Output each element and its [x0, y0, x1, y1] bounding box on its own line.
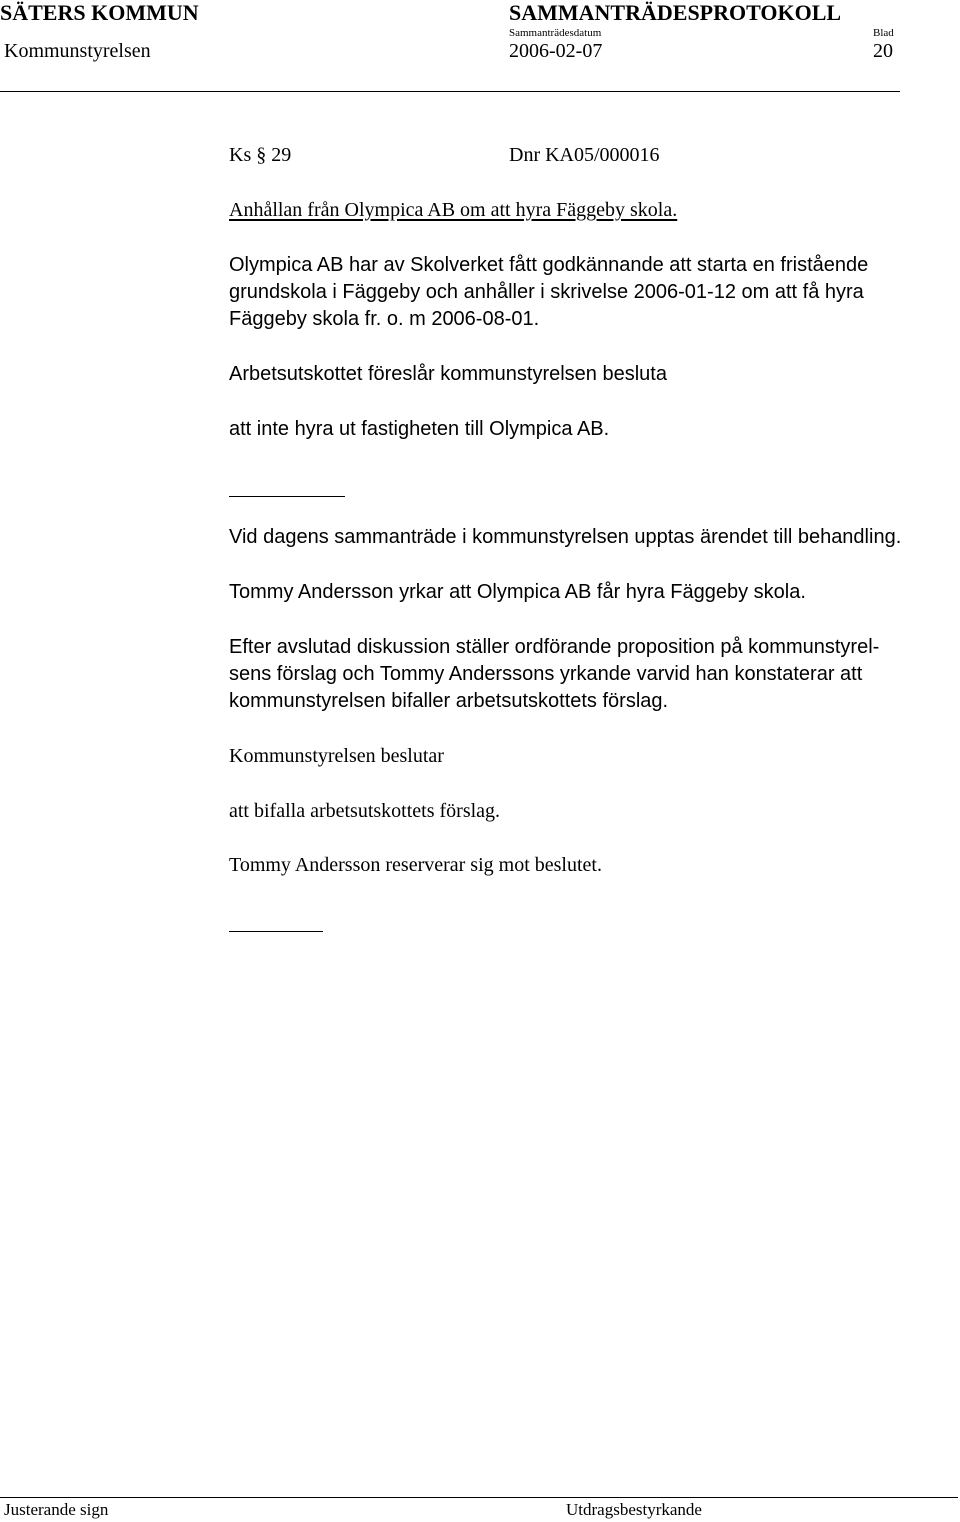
item-number: 29	[271, 144, 292, 166]
org-name: SÄTERS KOMMUN	[0, 0, 199, 25]
dnr: Dnr KA05/000016	[509, 144, 660, 166]
reservation-text: Tommy Andersson reserverar sig mot beslutet.	[229, 854, 602, 876]
discussion-paragraph	[229, 634, 949, 715]
proposal-text: Arbetsutskottet föreslår kommunstyrelsen besluta	[229, 363, 667, 385]
meeting-note: Vid dagens sammanträde i kommunstyrelsen upptas ärendet till behandling.	[229, 526, 902, 548]
end-separator	[229, 931, 323, 932]
section-sign: §	[256, 144, 267, 166]
meeting-date: 2006-02-07	[509, 40, 603, 62]
intro-line: Fäggeby skola fr. o. m 2006-08-01.	[229, 308, 540, 330]
decision-heading: Kommunstyrelsen beslutar	[229, 745, 444, 767]
item-title: Anhållan från Olympica AB om att hyra Fäggeby skola.	[229, 199, 678, 221]
footer-divider	[0, 1497, 958, 1498]
discussion-line: kommunstyrelsen bifaller arbetsutskottets förslag.	[229, 690, 669, 712]
protocol-title: SAMMANTRÄDESPROTOKOLL	[509, 0, 842, 25]
discussion-line: sens förslag och Tommy Anderssons yrkande varvid han konstaterar att	[229, 663, 863, 685]
section-separator	[229, 496, 345, 497]
motion-text: Tommy Andersson yrkar att Olympica AB får hyra Fäggeby skola.	[229, 581, 806, 603]
intro-paragraph	[229, 252, 949, 333]
header-divider	[0, 91, 900, 92]
body-name: Kommunstyrelsen	[4, 40, 151, 62]
decision-text: att bifalla arbetsutskottets förslag.	[229, 800, 501, 822]
item-heading	[229, 142, 291, 169]
proposal-decision: att inte hyra ut fastigheten till Olympica AB.	[229, 418, 610, 440]
date-label: Sammanträdesdatum	[509, 27, 602, 39]
page-label: Blad	[873, 27, 894, 39]
page-number: 20	[873, 40, 893, 62]
intro-line: Olympica AB har av Skolverket fått godkännande att starta en fristående	[229, 254, 869, 276]
extract-label: Utdragsbestyrkande	[566, 1500, 702, 1519]
discussion-line: Efter avslutad diskussion ställer ordförande proposition på kommunstyrel-	[229, 636, 880, 658]
intro-line: grundskola i Fäggeby och anhåller i skrivelse 2006-01-12 om att få hyra	[229, 281, 864, 303]
item-prefix: Ks	[229, 144, 252, 166]
sign-label: Justerande sign	[4, 1500, 109, 1519]
